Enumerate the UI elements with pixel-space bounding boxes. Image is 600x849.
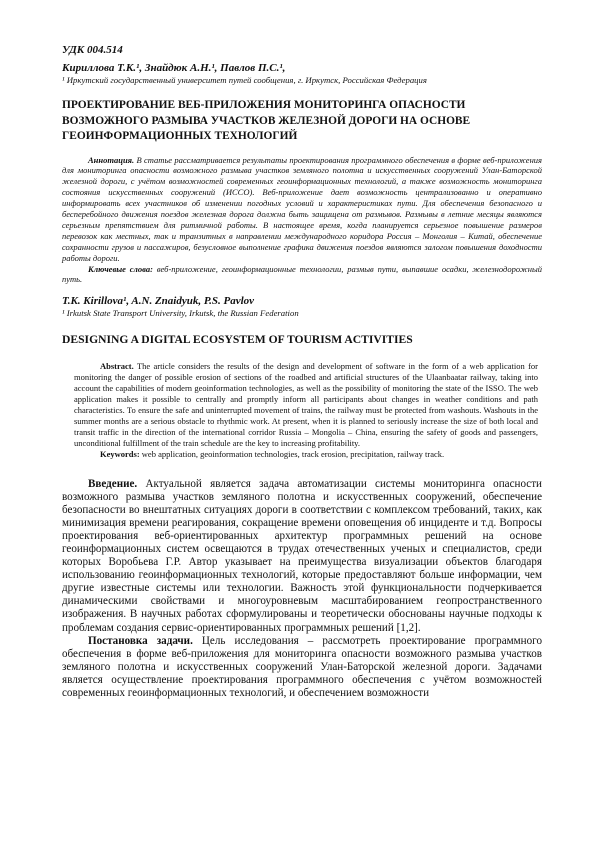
abstract-en-text: The article considers the results of the design and development of software in the form of a web application for monitoring the danger of possible erosion of sections of the roadbed and artificial structures of the Ulaanbaatar railway, taking into account the capabilities of modern geoinformation technologies, as well as the possibility of monitoring the state of the ISSO. The web application makes it possible to centrally and promptly inform all participants about changes in weather conditions and path characteristics. To ensure the safe and uninterrupted movement of trains, the railway must be protected from washouts. Washouts in the summer months are a serious obstacle to rhythmic work. At present, when it is planned to seriously increase the size of both local and transit traffic in the direction of the international corridor Russia – Mongolia – China, ensuring the safety of goods and passengers, unconditional fulfillment of the train schedule are the key to increasing profitability. — [74, 361, 538, 448]
introduction-paragraph — [62, 478, 542, 635]
authors-en: T.K. Kirillova¹, A.N. Znaidyuk, P.S. Pavlov — [62, 295, 255, 308]
keywords-en — [74, 449, 542, 460]
problem-label: Постановка задачи. — [88, 634, 193, 647]
keywords-ru-label: Ключевые слова: — [88, 263, 153, 274]
abstract-en-label: Abstract. — [100, 361, 134, 372]
keywords-ru — [62, 264, 542, 286]
problem-text: Цель исследования – рассмотреть проектирование программного обеспечения в форме веб-приложения для мониторинга опасности возможного размыва участков земляного полотна и искусственных сооружений Улан-Баторской железной дороги. Задачами является осуществление проектирования программного обеспечения с учётом возможностей современных геоинформационных технологий, и обеспечением возможности — [62, 634, 542, 700]
keywords-ru-text: веб-приложение, геоинформационные технологии, размыв пути, выпавшие осадки, железнодорожный путь. — [62, 263, 542, 285]
intro-text: Актуальной является задача автоматизации системы мониторинга опасности возможного размыва участков земляного полотна и искусственных сооружений, обеспечение безопасности во внештатных ситуациях дороги в соответствии с комплексом требований, таких, как минимизация времени реагирования, сокращение времени оповещения об инциденте и т.д. Вопросы проектирования веб-ориентированных архитектур программных решений на основе геоинформационных систем освещаются в трудах отечественных ученых и специалистов, среди которых Воробьева Г.Р. Автор указывает на преимущества визуализации объектов благодаря использованию геоинформационных технологий, которые предоставляют больше информации, чем другие известные системы или технологии. Важность этой функциональности подчеркивается динамическими свойствами и многоуровневым масштабированием геопространственного изображения. В научных работах сформулированы и теоретически обоснованы научные подходы к проблемам создания сервис-ориентированных программных решений [1,2]. — [62, 477, 542, 634]
abstract-ru-text: В статье рассматривается результаты проектирования программного обеспечения в форме веб-приложения для мониторинга опасности возможного размыва участков земляного полотна и искусственных сооружений Улан-Баторской железной дороги, с учётом возможностей современных геоинформационных технологий, а также возможность мониторинга состояния искусственных сооружений (ИССО). Веб-приложение дает возможность централизованно и оперативно информировать всех участников об изменении погодных условий и характеристиках пути. Для обеспечения безопасного и бесперебойного движения поездов железная дорога должна быть защищена от размывов. Размывы в летние месяцы являются серьезным препятствием для ритмичной работы. В настоящее время, когда планируется серьезное повышение размеров перевозок как местных, так и транзитных в направлении международного коридора Россия – Монголия – Китай, обеспечение сохранности грузов и пассажиров, безусловное выполнение графика движения поездов являются залогом повышения доходности работы дороги. — [62, 154, 542, 263]
problem-statement-paragraph — [62, 635, 542, 700]
title-ru: ПРОЕКТИРОВАНИЕ ВЕБ-ПРИЛОЖЕНИЯ МОНИТОРИНГА ОПАСНОСТИ ВОЗМОЖНОГО РАЗМЫВА УЧАСТКОВ ЖЕЛЕЗНОЙ ДОРОГИ НА ОСНОВЕ ГЕОИНФОРМАЦИОННЫХ ТЕХНОЛОГИЙ — [62, 99, 471, 142]
udk-code: УДК 004.514 — [62, 44, 123, 56]
abstract-en — [74, 361, 538, 448]
keywords-en-label: Keywords: — [100, 448, 140, 459]
intro-label: Введение. — [88, 477, 138, 490]
title-en: DESIGNING A DIGITAL ECOSYSTEM OF TOURISM ACTIVITIES — [62, 333, 413, 347]
authors-ru: Кириллова Т.К.¹, Знайдюк А.Н.¹, Павлов П.С.¹, — [62, 62, 286, 74]
abstract-ru-label: Аннотация. — [88, 154, 135, 165]
keywords-en-text: web application, geoinformation technologies, track erosion, precipitation, railway track. — [139, 448, 445, 459]
abstract-ru — [62, 155, 542, 264]
affiliation-en: ¹ Irkutsk State Transport University, Irkutsk, the Russian Federation — [62, 308, 299, 319]
affiliation-ru: ¹ Иркутский государственный университет путей сообщения, г. Иркутск, Российская Федерация — [62, 75, 427, 85]
